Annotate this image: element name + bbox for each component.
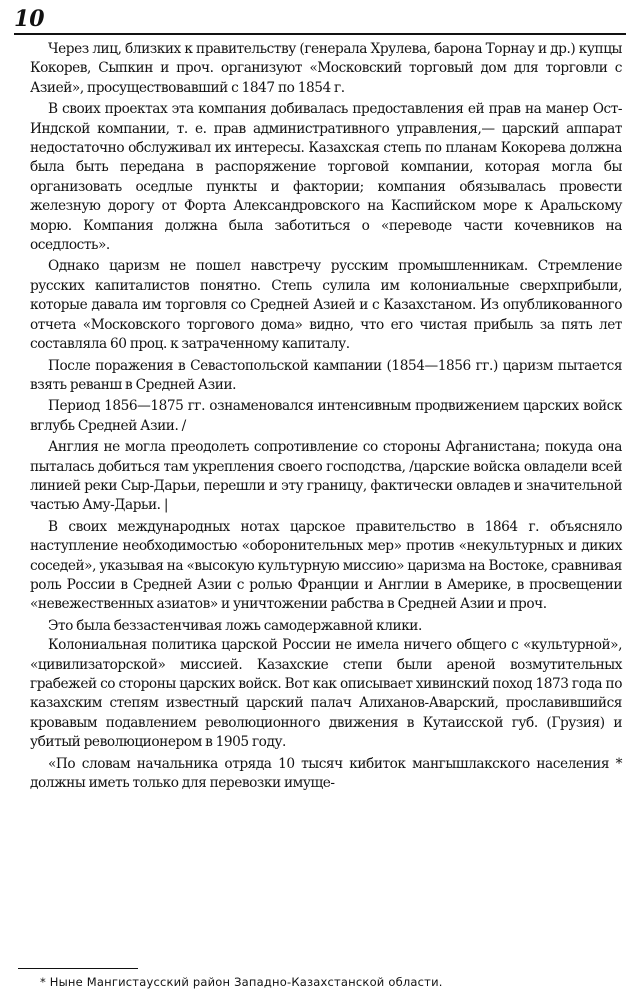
paragraph-9: Колониальная политика царской России не имела ничего общего с «культурной», «цивилизаторской» миссией. Казахские степи были ареной возмутительных грабежей со стороны царских войск. Вот как описывает хивинский поход 1873 года по казахским степям известный царский палач Алиханов-Аварский, прославившийся кровавым подавлением революционного движения в Кутаисской губ. (Грузия) и убитый революционером в 1905 году.	[30, 637, 622, 751]
paragraph-10: «По словам начальника отряда 10 тысяч кибиток мангышлакского населения * должны иметь только для перевозки имуще-	[30, 755, 622, 792]
page-number: 10	[14, 6, 45, 32]
body-text	[30, 40, 622, 793]
footnote-rule	[18, 968, 138, 969]
header-rule	[14, 33, 626, 35]
paragraph-2: В своих проектах эта компания добивалась предоставления ей прав на манер Ост-Индской компании, т. е. прав административного управления,— царский аппарат недостаточно обслуживал их интересы. Казахская степь по планам Кокорева должна была быть передана в распоряжение торговой компании, которая могла бы организовать оседлые пункты и фактории; компания обязывалась провести железную дорогу от Форта Александровского на Каспийском море к Аральскому морю. Компания должна была заботиться о «переводе части кочевников на оседлость».	[30, 101, 622, 254]
paragraph-4: После поражения в Севастопольской кампании (1854—1856 гг.) царизм пытается взять реванш в Средней Азии.	[30, 357, 622, 393]
paragraph-7: В своих международных нотах царское правительство в 1864 г. объясняло наступление необходимостью «оборонительных мер» против «некультурных и диких соседей», указывая на «высокую культурную миссию» царизма на Востоке, сравнивая роль России в Средней Азии с ролью Франции и Англии в Америке, в просвещении «невежественных азиатов» и уничтожении рабства в Средней Азии и проч.	[30, 518, 622, 613]
footnote: * Ныне Мангистаусский район Западно-Казахстанской области.	[40, 975, 443, 989]
paragraph-1: Через лиц, близких к правительству (генерала Хрулева, барона Торнау и др.) купцы Кокорев, Сыпкин и проч. организуют «Московский торговый дом для торговли с Азией», просуществовавший с 1847 по 1854 г.	[30, 41, 622, 96]
paragraph-3: Однако царизм не пошел навстречу русским промышленникам. Стремление русских капиталистов понятно. Степь сулила им колониальные сверхприбыли, которые давала им торговля со Средней Азией и с Казахстаном. Из опубликованного отчета «Московского торгового дома» видно, что его чистая прибыль за пять лет составляла 60 проц. к затраченному капиталу.	[30, 258, 622, 353]
paragraph-6: Англия не могла преодолеть сопротивление со стороны Афганистана; покуда она пыталась добиться там укрепления своего господства, /царские войска овладели всей линией реки Сыр-Дарьи, перешли и эту границу, фактически овладев и значительной частью Аму-Дарьи. |	[30, 439, 622, 514]
paragraph-8: Это была беззастенчивая ложь самодержавной клики.	[48, 617, 422, 634]
paragraph-5: Период 1856—1875 гг. ознаменовался интенсивным продвижением царских войск вглубь Средней Азии. /	[30, 398, 622, 434]
